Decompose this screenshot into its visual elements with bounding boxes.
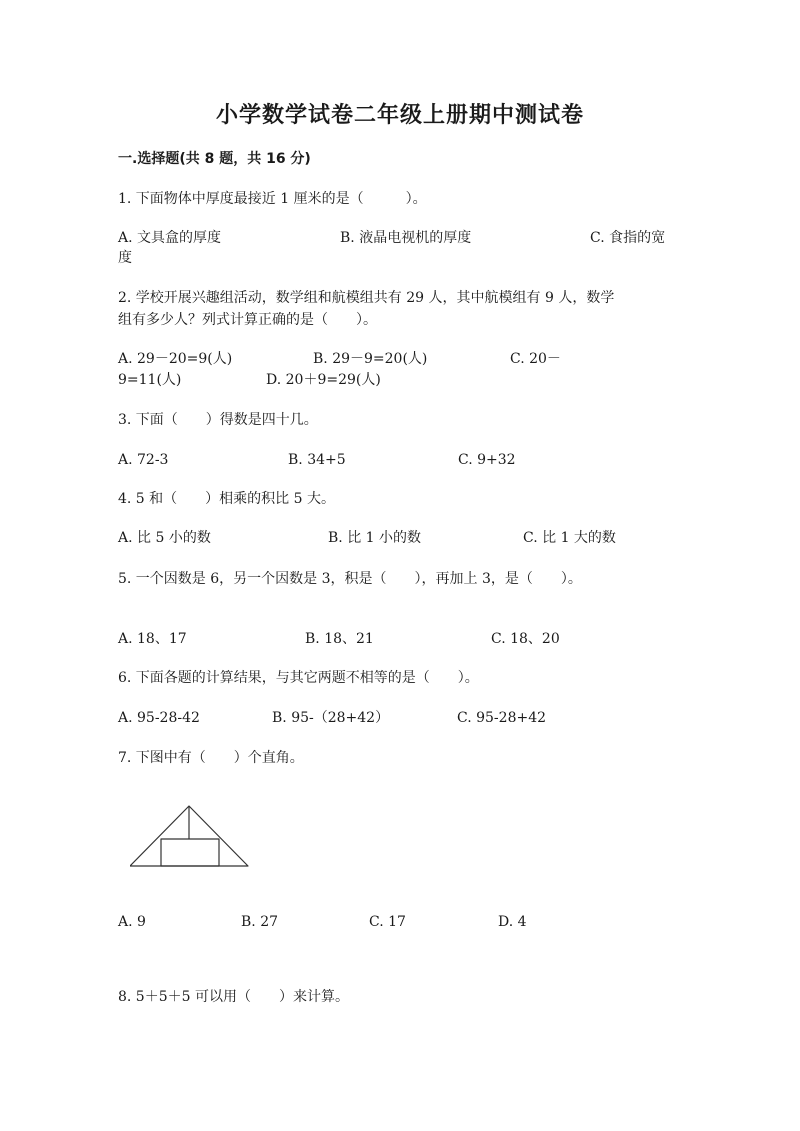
- question-4-option-a: A. 比 5 小的数: [118, 530, 211, 546]
- question-7-option-b: B. 27: [241, 914, 279, 930]
- question-6-stem: 6. 下面各题的计算结果，与其它两题不相等的是（ ）。: [118, 670, 479, 686]
- question-6-option-c: C. 95-28+42: [457, 710, 547, 726]
- figure-inner-rectangle: [161, 839, 219, 866]
- question-4-stem: 4. 5 和（ ）相乘的积比 5 大。: [118, 491, 335, 507]
- question-2-option-b: B. 29－9=20(人): [313, 351, 428, 367]
- question-2-option-c-wrap: 9=11(人): [118, 372, 182, 388]
- question-1-option-b: B. 液晶电视机的厚度: [340, 230, 472, 246]
- question-8-stem: 8. 5＋5＋5 可以用（ ）来计算。: [118, 989, 349, 1005]
- question-1-option-c: C. 食指的宽: [590, 230, 666, 246]
- question-5-stem: 5. 一个因数是 6，另一个因数是 3，积是（ ），再加上 3，是（ ）。: [118, 571, 582, 587]
- question-1-option-a: A. 文具盒的厚度: [118, 230, 222, 246]
- question-3-option-c: C. 9+32: [458, 452, 516, 468]
- section-title: 一.选择题(共 8 题，共 16 分): [118, 151, 311, 167]
- question-7-stem: 7. 下图中有（ ）个直角。: [118, 750, 304, 766]
- question-5-option-c: C. 18、20: [491, 631, 560, 647]
- question-4-option-b: B. 比 1 小的数: [328, 530, 421, 546]
- page-title: 小学数学试卷二年级上册期中测试卷: [215, 103, 584, 128]
- question-1-option-c-wrap: 度: [118, 250, 132, 266]
- question-7-option-a: A. 9: [118, 914, 146, 930]
- question-1-stem: 1. 下面物体中厚度最接近 1 厘米的是（ ）。: [118, 191, 427, 207]
- question-6-option-a: A. 95-28-42: [118, 710, 200, 726]
- question-3-option-a: A. 72-3: [118, 452, 169, 468]
- question-6-option-b: B. 95-（28+42）: [272, 710, 390, 726]
- question-4-option-c: C. 比 1 大的数: [523, 530, 616, 546]
- question-3-stem: 3. 下面（ ）得数是四十几。: [118, 412, 318, 428]
- question-2-option-a: A. 29－20=9(人): [118, 351, 233, 367]
- question-2-stem-line-1: 2. 学校开展兴趣组活动，数学组和航模组共有 29 人，其中航模组有 9 人，数学: [118, 290, 615, 306]
- question-7-option-d: D. 4: [498, 914, 527, 930]
- question-2-option-c: C. 20－: [510, 351, 561, 367]
- question-2-stem-line-2: 组有多少人？列式计算正确的是（ ）。: [118, 312, 377, 328]
- question-2-option-d: D. 20＋9=29(人): [266, 372, 381, 388]
- question-3-option-b: B. 34+5: [288, 452, 346, 468]
- question-7-option-c: C. 17: [369, 914, 406, 930]
- right-angle-figure: [130, 805, 250, 870]
- question-5-option-b: B. 18、21: [305, 631, 374, 647]
- question-5-option-a: A. 18、17: [118, 631, 187, 647]
